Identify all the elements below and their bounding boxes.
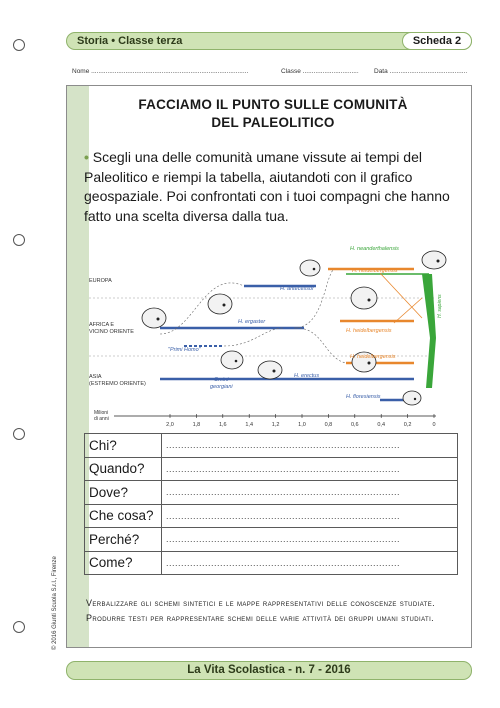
axis-tick-label: 0,6 xyxy=(350,422,359,428)
binder-hole xyxy=(13,621,25,633)
binder-hole xyxy=(13,39,25,51)
axis-tick-label: 0,8 xyxy=(324,422,333,428)
subject-label: Storia • Classe terza xyxy=(77,35,183,47)
question-cell: Quando? xyxy=(85,457,162,481)
label-heidelbergensis-as: H. heidelbergensis xyxy=(350,354,396,360)
label-primi-homo: "Primi Homo" xyxy=(168,347,201,353)
axis-tick-label: 0,2 xyxy=(403,422,412,428)
footer-bar: La Vita Scolastica - n. 7 - 2016 xyxy=(66,661,472,680)
table-row xyxy=(85,504,458,528)
binder-hole xyxy=(13,234,25,246)
region-europa: EUROPA xyxy=(89,278,112,284)
region-asia: ASIA xyxy=(89,374,102,380)
axis-tick-label: 2,0 xyxy=(166,422,174,428)
learning-goal: Verbalizzare gli schemi sintetici e le mappe rappresentativi delle conoscenze studiate. Produrre testi per rappresentare schemi delle varie attività dei gruppi umani studiati. xyxy=(86,598,436,623)
answer-field[interactable]: .............................................................................. xyxy=(162,528,458,552)
label-neanderthalensis: H. neanderthalensis xyxy=(350,246,399,252)
binder-hole xyxy=(13,428,25,440)
copyright-text: © 2016 Giunti Scuola S.r.l., Firenze xyxy=(52,556,58,650)
class-label: Classe xyxy=(281,68,301,75)
label-ergaster: H. ergaster xyxy=(238,319,266,325)
axis-tick-label: 1,4 xyxy=(245,422,254,428)
region-asia-2: (ESTREMO ORIENTE) xyxy=(89,381,146,387)
date-label: Data xyxy=(374,68,388,75)
table-row xyxy=(85,481,458,505)
label-erectus: H. erectus xyxy=(294,373,320,379)
instruction-text xyxy=(84,148,468,226)
name-label: Nome xyxy=(72,68,90,75)
instruction-body: Scegli una delle comunità umane vissute ai tempi del Paleolitico e riempi la tabella, aiutandoti con il grafico geospaziale. Poi confrontati con i tuoi compagni che hanno fatto una scelta diversa dalla tua. xyxy=(84,149,450,224)
page-title xyxy=(88,96,458,132)
table-row xyxy=(85,434,458,458)
label-antecessor: H. antecessor xyxy=(280,286,314,292)
class-field[interactable]: Classe ............................... xyxy=(281,68,359,75)
region-africa-2: VICINO ORIENTE xyxy=(89,329,134,335)
label-floresiensis: H. floresiensis xyxy=(346,394,381,400)
question-cell: Dove? xyxy=(85,481,162,505)
region-africa: AFRICA E xyxy=(89,322,115,328)
question-table xyxy=(84,433,458,575)
date-field[interactable]: Data ........................................... xyxy=(374,68,468,75)
bullet-icon: • xyxy=(84,149,89,165)
answer-field[interactable]: .............................................................................. xyxy=(162,434,458,458)
axis-tick-label: 1,8 xyxy=(192,422,201,428)
sheet-label: Scheda 2 xyxy=(402,32,472,50)
answer-field[interactable]: .............................................................................. xyxy=(162,457,458,481)
table-row xyxy=(85,551,458,575)
label-omini-georgiani-2: georgiani xyxy=(210,384,233,390)
label-omini-georgiani: Omini xyxy=(214,377,229,383)
axis-tick-label: 0,4 xyxy=(377,422,386,428)
header-bar xyxy=(66,32,472,50)
answer-field[interactable]: .............................................................................. xyxy=(162,504,458,528)
question-cell: Perché? xyxy=(85,528,162,552)
answer-field[interactable]: .............................................................................. xyxy=(162,551,458,575)
answer-field[interactable]: .............................................................................. xyxy=(162,481,458,505)
axis-tick-label: 1,2 xyxy=(271,422,280,428)
name-field[interactable]: Nome ....................................................................................... xyxy=(72,68,249,75)
axis-tick-label: 0 xyxy=(432,422,436,428)
label-heidelbergensis-eu: H. heidelbergensis xyxy=(352,268,398,274)
title-line-2: DEL PALEOLITICO xyxy=(211,115,335,130)
table-row xyxy=(85,457,458,481)
axis-tick-label: 1,0 xyxy=(298,422,306,428)
axis-tick-label: 1,6 xyxy=(218,422,227,428)
question-cell: Chi? xyxy=(85,434,162,458)
table-row xyxy=(85,528,458,552)
question-cell: Che cosa? xyxy=(85,504,162,528)
label-sapiens: H. sapiens xyxy=(437,294,443,318)
title-line-1: FACCIAMO IL PUNTO SULLE COMUNITÀ xyxy=(138,97,408,112)
axis-label-2: di anni xyxy=(94,416,109,422)
geospatial-chart xyxy=(84,238,468,430)
sapiens-shape xyxy=(422,274,436,388)
axis-label: Milioni xyxy=(94,410,109,416)
question-cell: Come? xyxy=(85,551,162,575)
label-heidelbergensis-af: H. heidelbergensis xyxy=(346,328,392,334)
